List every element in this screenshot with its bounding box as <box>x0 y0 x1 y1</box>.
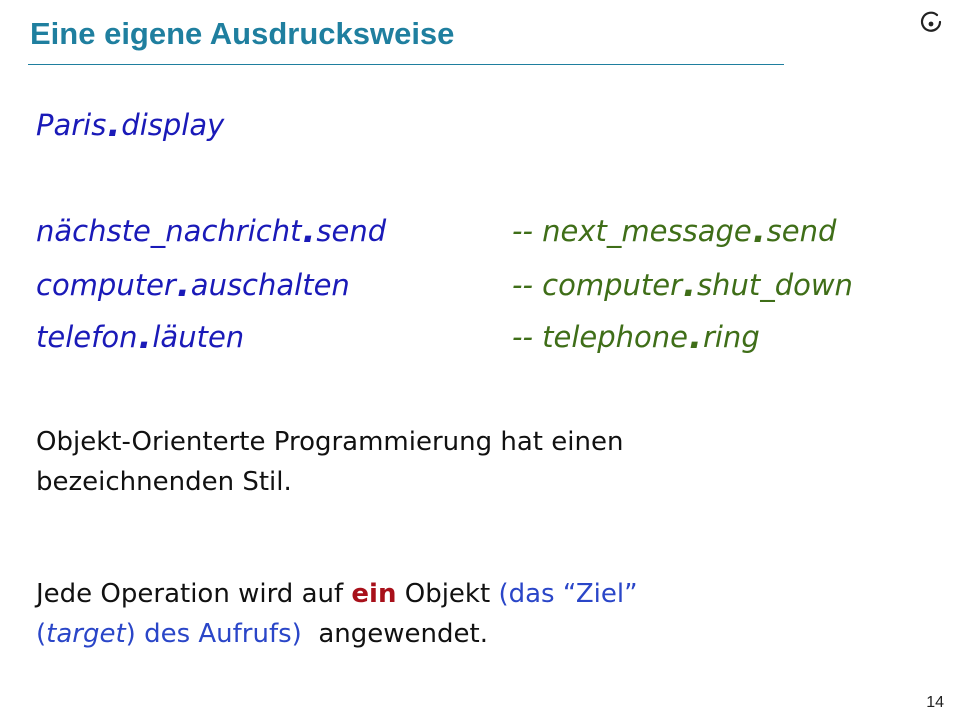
circle-dot-icon <box>918 10 944 36</box>
code-line-2 <box>36 266 350 303</box>
code-line-1 <box>36 212 386 249</box>
code-line-3 <box>36 318 244 355</box>
comment-feature: send <box>766 214 837 248</box>
aside-text: (das “Ziel” <box>498 579 638 609</box>
paragraph-line: bezeichnenden Stil. <box>36 467 292 497</box>
dot-operator: . <box>138 317 152 357</box>
comment-prefix: -- <box>512 214 533 248</box>
text-run: Jede Operation wird auf <box>36 579 352 609</box>
emphasis-word: ein <box>351 579 397 609</box>
code-comment-2 <box>512 266 853 303</box>
example-target: Paris <box>36 108 107 142</box>
paragraph-line <box>36 614 638 654</box>
code-feature: auschalten <box>190 268 350 302</box>
dot-operator: . <box>302 211 316 251</box>
aside-text: ( <box>36 619 47 649</box>
code-target: computer <box>36 268 176 302</box>
target-word: target <box>46 619 126 649</box>
dot-operator: . <box>752 211 766 251</box>
code-comment-3 <box>512 318 760 355</box>
paragraph-line <box>36 574 638 614</box>
dot-operator: . <box>683 265 696 305</box>
paragraph-target <box>36 574 638 654</box>
comment-target: computer <box>542 268 683 302</box>
code-comment-1 <box>512 212 836 249</box>
dot-operator: . <box>689 317 702 357</box>
text-run: angewendet. <box>301 619 488 649</box>
paragraph-style <box>36 422 623 502</box>
comment-prefix: -- <box>512 320 533 354</box>
dot-operator: . <box>176 265 190 305</box>
comment-feature: shut_down <box>696 268 853 302</box>
code-target: nächste_nachricht <box>36 214 302 248</box>
slide-title: Eine eigene Ausdrucksweise <box>30 16 455 51</box>
aside-text: ) des Aufrufs) <box>125 619 302 649</box>
dot-operator: . <box>107 105 121 145</box>
example-call <box>36 106 224 143</box>
comment-target: next_message <box>542 214 752 248</box>
slide-number: 14 <box>926 694 944 711</box>
code-feature: send <box>316 214 387 248</box>
code-feature: läuten <box>152 320 245 354</box>
example-feature: display <box>121 108 225 142</box>
comment-feature: ring <box>702 320 760 354</box>
code-target: telefon <box>36 320 138 354</box>
title-divider <box>28 64 784 65</box>
comment-target: telephone <box>542 320 689 354</box>
text-run: Objekt <box>396 579 499 609</box>
comment-prefix: -- <box>512 268 533 302</box>
paragraph-line: Objekt-Orienterte Programmierung hat einen <box>36 427 624 457</box>
